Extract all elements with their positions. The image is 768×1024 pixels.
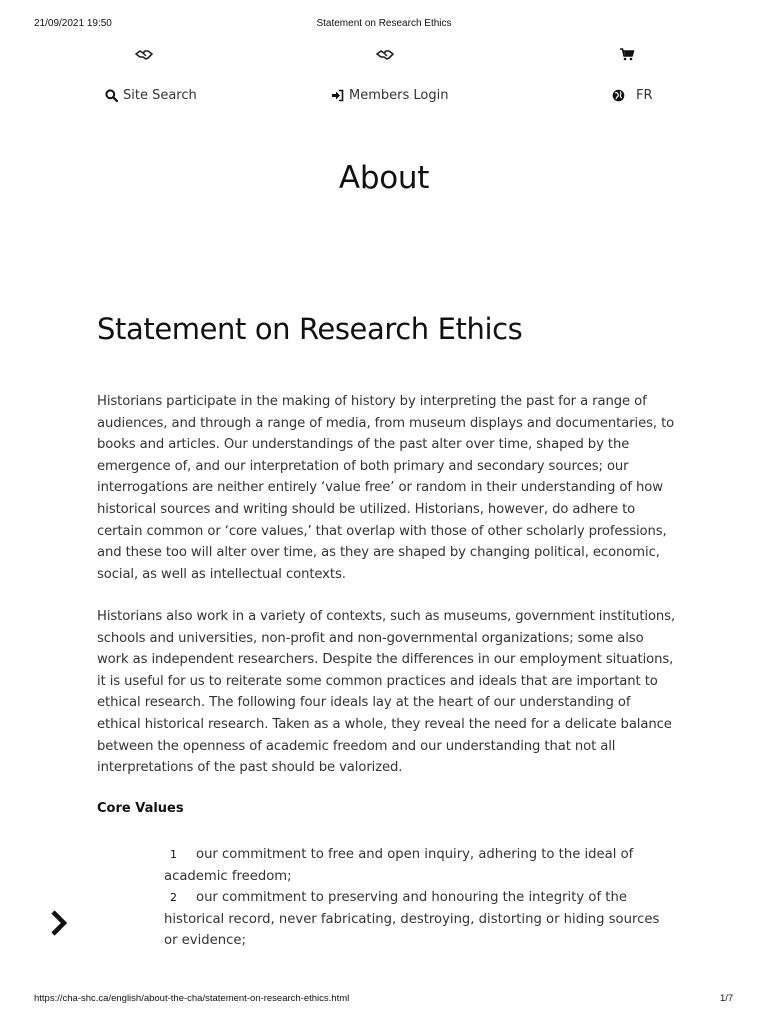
chevron-right-icon[interactable] xyxy=(48,908,72,938)
list-item-text: our commitment to preserving and honouring the integrity of the historical record, never fabricating, destroying, distorting or hiding sources or evidence; xyxy=(164,890,660,949)
article-title: Statement on Research Ethics xyxy=(97,312,523,346)
list-item xyxy=(164,844,664,887)
handshake-icon[interactable] xyxy=(376,46,394,64)
list-item-number: 1 xyxy=(170,848,177,861)
list-item xyxy=(164,887,664,952)
site-search-label: Site Search xyxy=(123,88,197,103)
core-values-list xyxy=(164,844,664,952)
sign-in-icon xyxy=(331,89,344,102)
list-item-number: 2 xyxy=(170,891,177,905)
print-url: https://cha-shc.ca/english/about-the-cha/statement-on-research-ethics.html xyxy=(34,993,350,1004)
print-page-title: Statement on Research Ethics xyxy=(316,18,452,29)
top-icon-row xyxy=(0,46,768,64)
print-page-number: 1/7 xyxy=(720,993,734,1004)
search-icon xyxy=(105,89,118,102)
article-paragraph: Historians also work in a variety of contexts, such as museums, government institutions, schools and universities, non-profit and non-governmental organizations; some also work as independent researchers. Despite the differences in our employment situations, it is useful for us to reiterate some common practices and ideals that are important to ethical research. The following four ideals lay at the heart of our understanding of ethical historical research. Taken as a whole, they reveal the need for a delicate balance between the openness of academic freedom and our understanding that not all interpretations of the past should be valorized. xyxy=(97,609,676,776)
handshake-icon[interactable] xyxy=(135,46,153,64)
top-nav xyxy=(0,88,768,108)
list-item-text: our commitment to free and open inquiry, adhering to the ideal of academic freedom; xyxy=(164,847,634,884)
print-header xyxy=(0,16,768,32)
language-label: FR xyxy=(636,88,653,103)
core-values-heading: Core Values xyxy=(97,801,184,816)
globe-icon xyxy=(612,89,625,102)
site-search-link[interactable] xyxy=(105,88,197,103)
members-login-link[interactable] xyxy=(331,88,448,103)
language-switch-link[interactable] xyxy=(612,88,653,103)
page-heading: About xyxy=(338,160,430,196)
members-login-label: Members Login xyxy=(349,88,449,103)
print-footer xyxy=(0,993,768,1007)
article-paragraph: Historians participate in the making of history by interpreting the past for a range of audiences, and through a range of media, from museum displays and documentaries, to books and articles. Our understandings of the past alter over time, shaped by the emergence of, and our interpretation of both primary and secondary sources; our interrogations are neither entirely ‘value free’ or random in their understanding of how historical sources and writing should be utilized. Historians, however, do adhere to certain common or ‘core values,’ that overlap with those of other scholarly professions, and these too will alter over time, as they are shaped by changing political, economic, social, as well as intellectual contexts. xyxy=(97,394,675,582)
cart-icon[interactable] xyxy=(619,46,637,64)
print-timestamp: 21/09/2021 19:50 xyxy=(34,18,112,29)
